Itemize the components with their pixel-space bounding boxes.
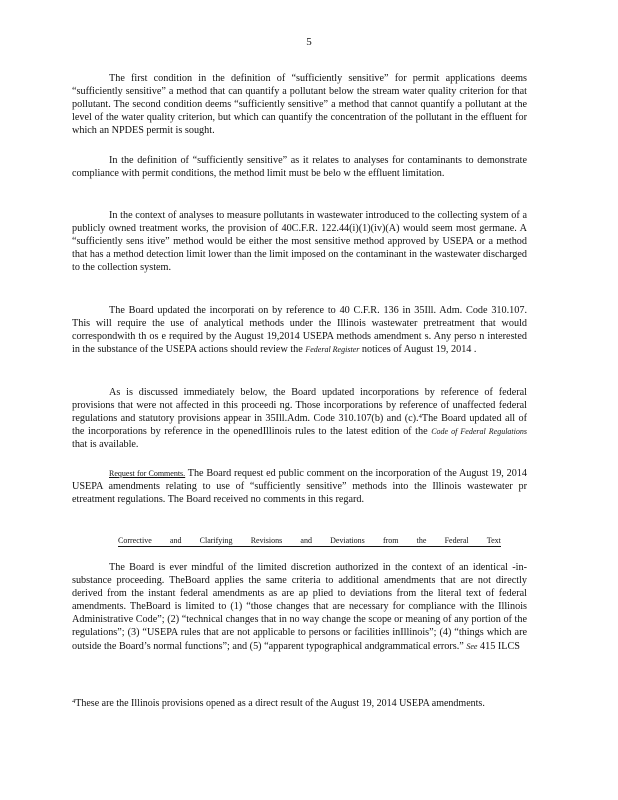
footnote-number: 4 [72, 698, 76, 705]
heading-word: Revisions [250, 536, 283, 545]
cfr-citation: Code of Federal Regulations [431, 427, 527, 437]
paragraph-7-tail: 415 ILCS [480, 640, 520, 652]
footnote-text: These are the Illinois provisions opened as a direct result of the August 19, 2014 USEPA amendments. [75, 698, 485, 709]
footnote [72, 697, 527, 710]
heading-word: Text [486, 536, 501, 545]
paragraph-5-text: As is discussed immediately below, the Board updated incorporations by reference of federal provisions that were not affected in this proceedi ng. Those incorporations by reference of unaffected federal regulations and statutory provisions appear in 35Ill.Adm. Code 310.107(b) and (c). [72, 387, 527, 425]
paragraph-compliance-definition: In the definition of “sufficiently sensitive” as it relates to analyses for contaminants to demonstrate compliance with permit conditions, the method limit must be belo w the effluent limitation. [72, 155, 527, 180]
paragraph-5-middle: The Board updated all of the incorporations by reference in the openedIllinois rules to the latest edition of the [72, 413, 527, 438]
heading-word: Clarifying [199, 536, 233, 545]
see-signal: See [466, 641, 478, 651]
heading-word: Corrective [118, 536, 152, 545]
paragraph-7-text: The Board is ever mindful of the limited discretion authorized in the context of an identical -in- substance proceeding. TheBoard applies the same criteria to additional amendments that are not directly derived from the instant federal amendments as are ap plied to deviations from the literal text of federal amendments. TheBoard is limited to (1) “those changes that are necessary for compliance with the Illinois Administrative Code”; (2) “technical changes that in no way change the scope or meaning of any portion of the regulations”; (3) “USEPA rules that are not applicable to persons or facilities inIllinois”; (4) “things which are outside the Board’s normal functions”; and (5) “apparent typographical andgrammatical errors.” [72, 562, 527, 652]
paragraph-request-for-comments [72, 467, 527, 506]
page-number: 5 [306, 36, 312, 48]
paragraph-incorporation-update [72, 304, 527, 356]
paragraph-unaffected-incorporations [72, 386, 527, 451]
heading-word: and [300, 536, 312, 545]
heading-word: Federal [444, 536, 469, 545]
heading-word: from [382, 536, 399, 545]
paragraph-board-discretion [72, 561, 527, 653]
paragraph-5-tail: that is available. [72, 439, 139, 451]
federal-register-citation: Federal Register [305, 345, 360, 355]
footnote-reference: 4 [418, 413, 422, 421]
request-for-comments-label: Request for Comments. [109, 469, 186, 478]
section-heading [118, 536, 501, 547]
heading-word: the [416, 536, 427, 545]
heading-word: Deviations [330, 536, 365, 545]
heading-word: and [169, 536, 182, 545]
request-for-comments-text: The Board request ed public comment on the incorporation of the August 19, 2014 USEPA amendments relating to use of “sufficiently sensitive” methods into the Illinois wastewater pr etreatment regulations. The Board received no comments in this regard. [72, 468, 527, 506]
paragraph-4-text: The Board updated the incorporati on by reference to 40 C.F.R. 136 in 35Ill. Adm. Code 310.107. This will require the use of analytical methods under the Illinois wastewater pretreatment that would correspondwith th os e required by the August 19,2014 USEPA methods amendment s. Any perso n interested in the substance of the USEPA actions should review the [72, 305, 527, 356]
paragraph-sufficiently-sensitive-conditions: The first condition in the definition of “sufficiently sensitive” for permit applications deems “sufficiently sensitive” a method that can quantify a pollutant below the stream water quality criterion for that pollutant. The second condition deems “sufficiently sensitive” a method that cannot quantify a pollutant at the level of the water quality criterion, but which can quantify the concentration of the pollutant in the effluent for which an NPDES permit is sought. [72, 73, 527, 137]
paragraph-4-tail: notices of August 19, 2014 . [361, 344, 477, 356]
paragraph-wastewater-analyses: In the context of analyses to measure pollutants in wastewater introduced to the collecting system of a publicly owned treatment works, the provision of 40C.F.R. 122.44(i)(1)(iv)(A) would seem most germane. A “sufficiently sens itive” method would be either the most sensitive method approved by USEPA or a method that has a method detection limit lower than the limit imposed on the contaminant in the wastewater discharged to the collection system. [72, 210, 527, 274]
